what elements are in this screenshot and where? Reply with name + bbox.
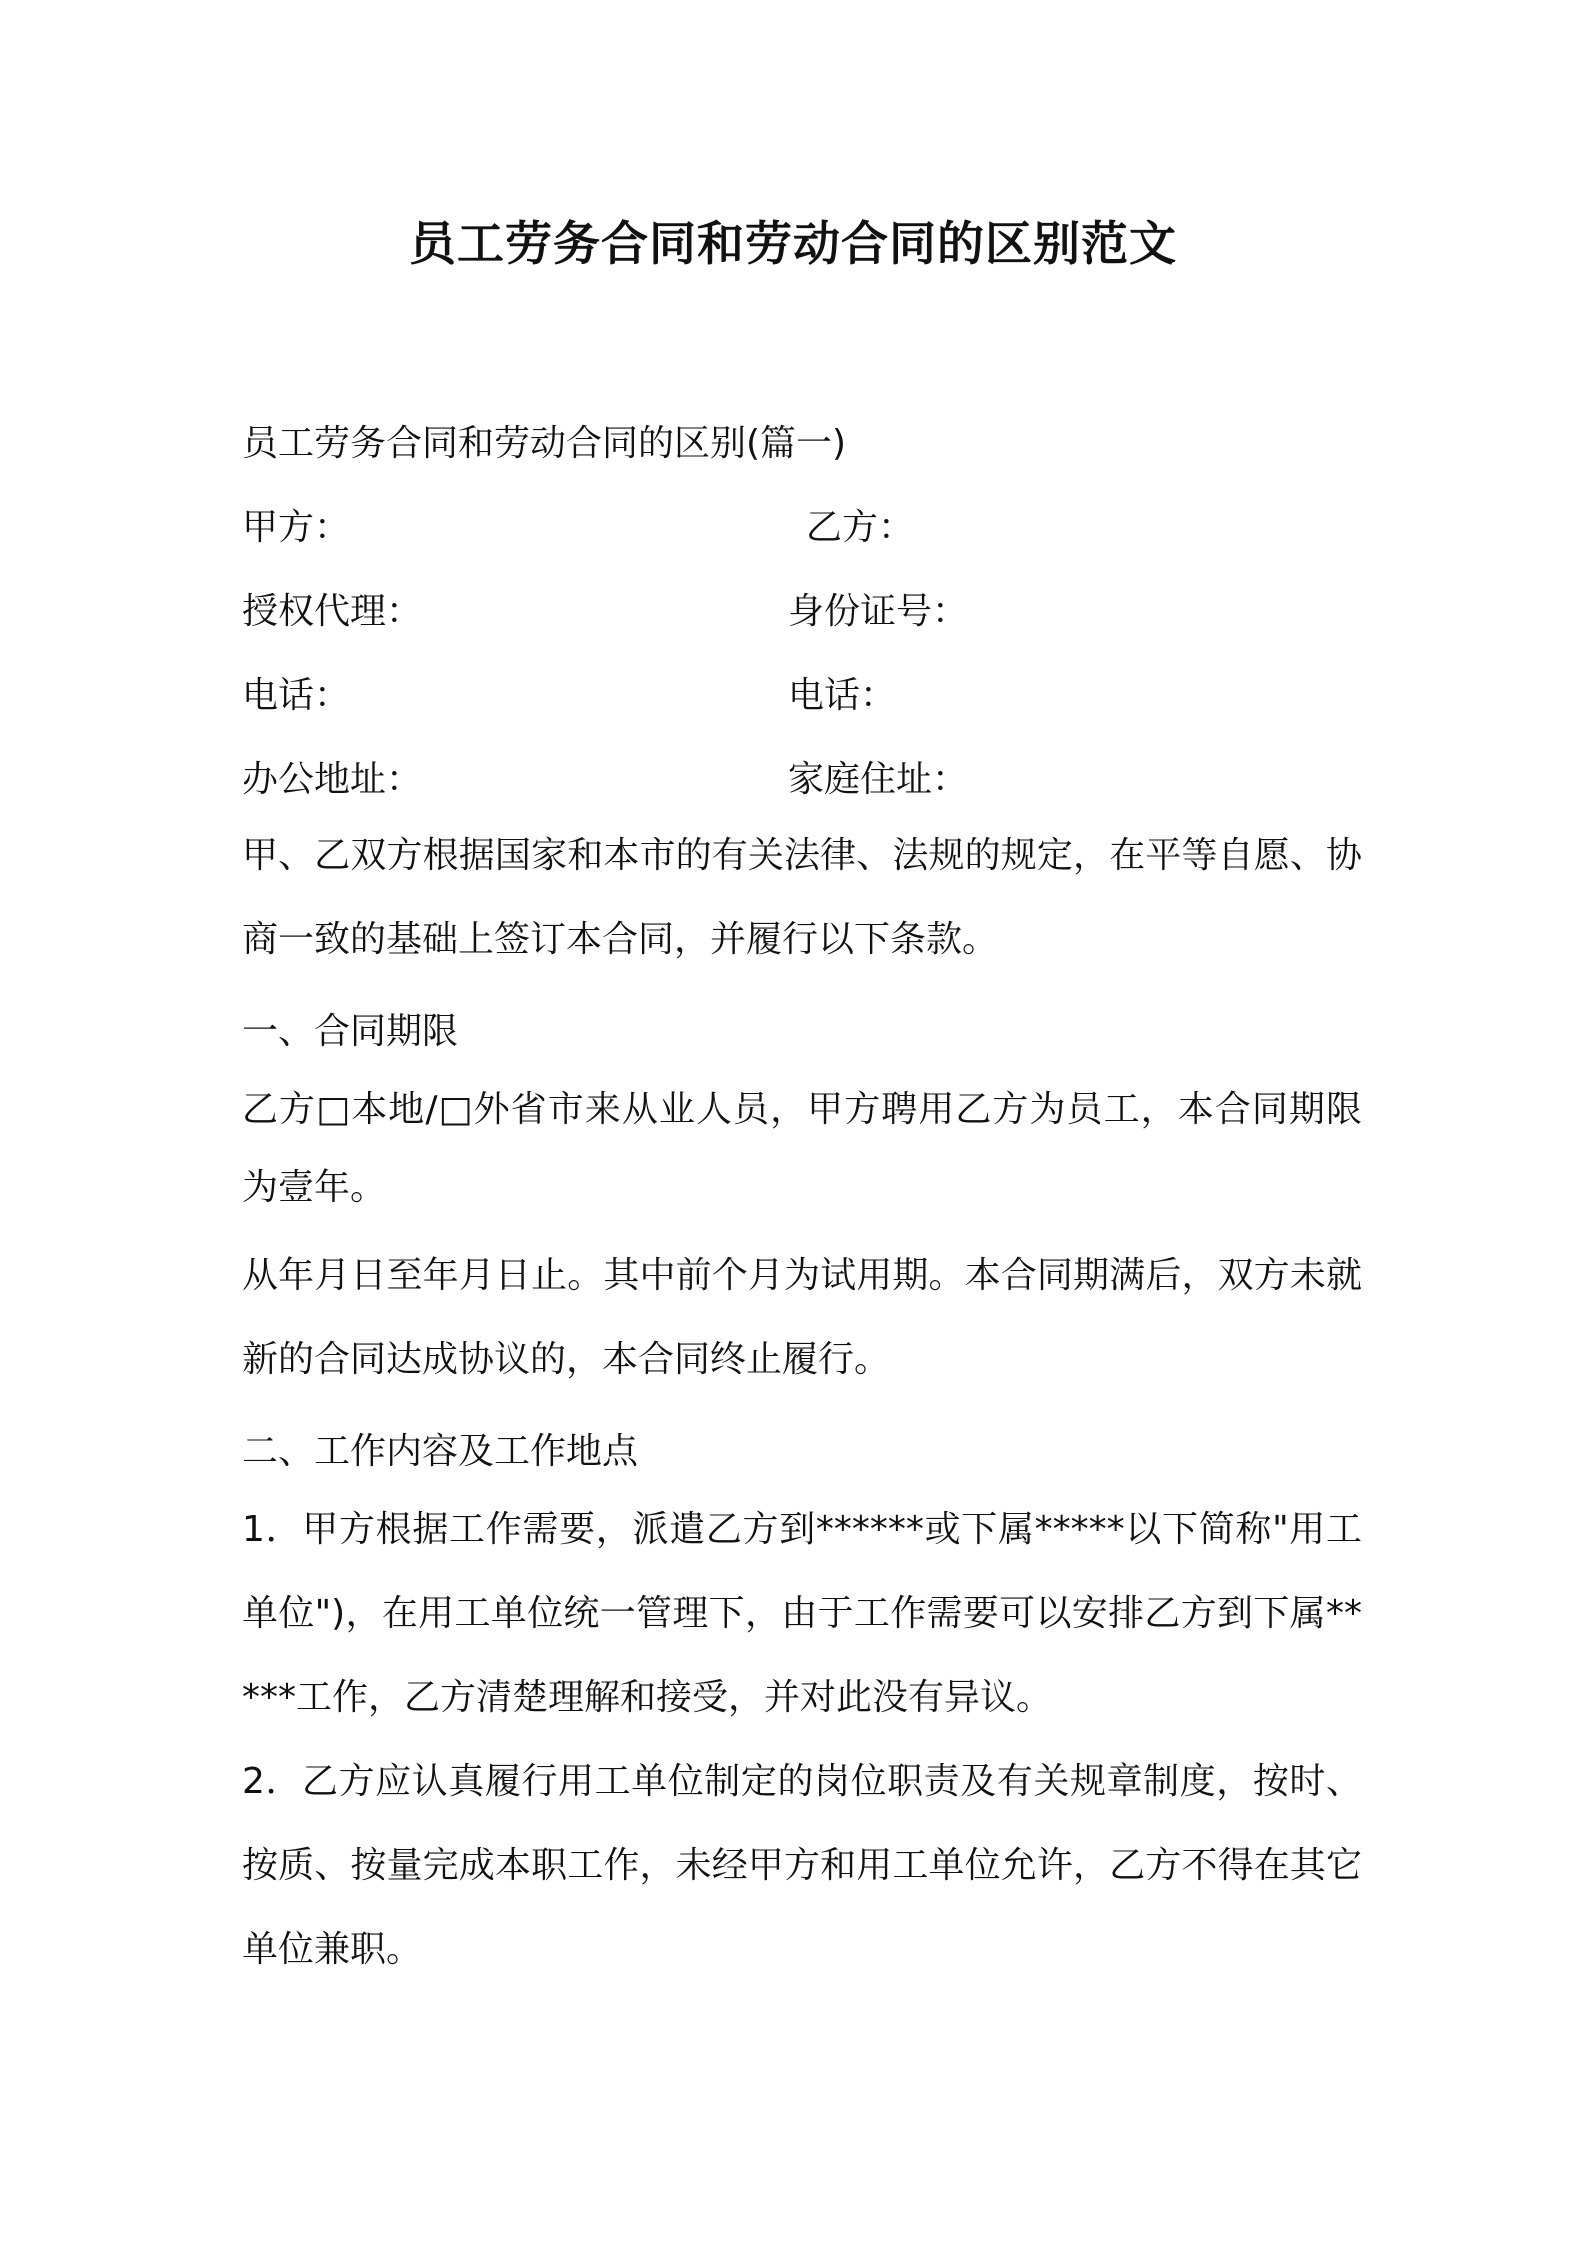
- party-b-label: 乙方：: [806, 507, 915, 548]
- section2-item-1: 1．甲方根据工作需要，派遣乙方到******或下属*****以下简称"用工单位")，在用工单位统一管理下，由于工作需要可以安排乙方到下属*****工作，乙方清楚理解和接受，并对此没有异议。: [242, 1509, 1362, 1718]
- phone-a-label: 电话：: [242, 675, 351, 716]
- section1-paragraph-1: 乙方□本地/□外省市来从业人员，甲方聘用乙方为员工，本合同期限为壹年。: [242, 1089, 1362, 1208]
- document-subtitle: 员工劳务合同和劳动合同的区别(篇一): [242, 423, 847, 464]
- section2-item-2: 2．乙方应认真履行用工单位制定的岗位职责及有关规章制度，按时、按质、按量完成本职工作，未经甲方和用工单位允许，乙方不得在其它单位兼职。: [242, 1761, 1362, 1970]
- section1-heading: 一、合同期限: [242, 1011, 459, 1052]
- document-title: 员工劳务合同和劳动合同的区别范文: [409, 217, 1177, 272]
- party-a-label: 甲方：: [242, 507, 351, 548]
- office-address-label: 办公地址：: [242, 759, 423, 800]
- id-number-label: 身份证号：: [788, 591, 969, 632]
- home-address-label: 家庭住址：: [788, 759, 969, 800]
- intro-paragraph: 甲、乙双方根据国家和本市的有关法律、法规的规定，在平等自愿、协商一致的基础上签订本合同，并履行以下条款。: [242, 835, 1362, 960]
- agent-label: 授权代理：: [242, 591, 423, 632]
- section2-heading: 二、工作内容及工作地点: [242, 1431, 639, 1472]
- phone-b-label: 电话：: [788, 675, 897, 716]
- section1-paragraph-2: 从年月日至年月日止。其中前个月为试用期。本合同期满后，双方未就新的合同达成协议的，本合同终止履行。: [242, 1255, 1362, 1380]
